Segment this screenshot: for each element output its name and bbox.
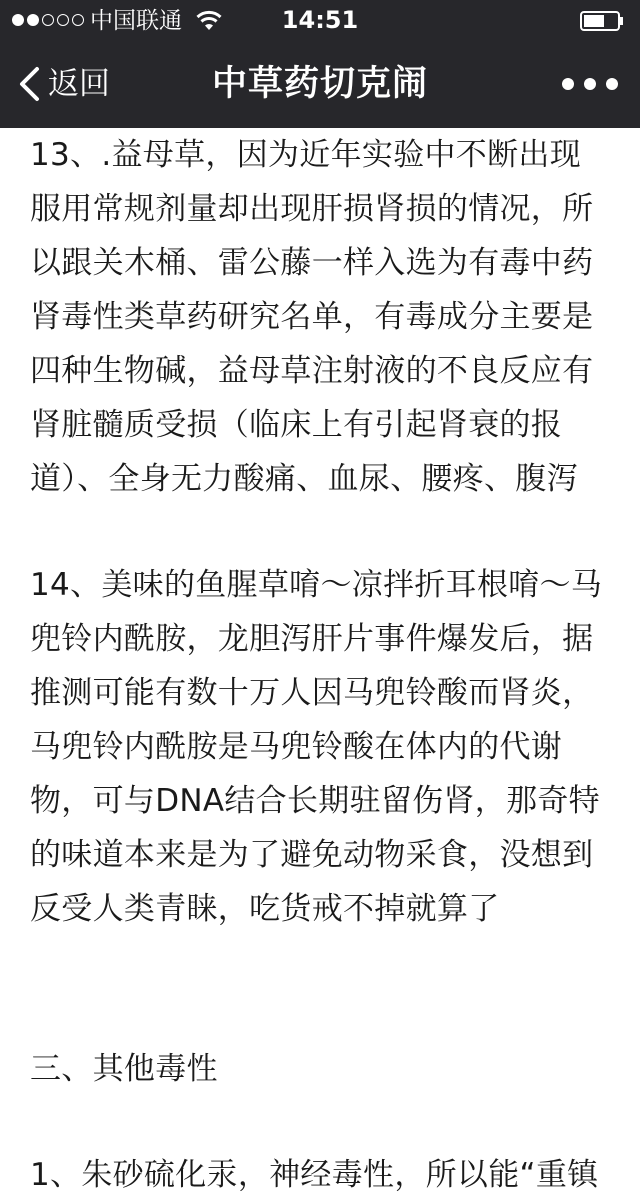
more-dots-icon — [562, 78, 574, 90]
article-body — [30, 128, 620, 1202]
text-line: 兜铃内酰胺，龙胆泻肝片事件爆发后，据 — [30, 621, 594, 657]
status-bar — [0, 0, 640, 40]
text-line: 肾毒性类草药研究名单，有毒成分主要是 — [30, 299, 594, 335]
section-heading: 三、其他毒性 — [30, 1051, 218, 1087]
text-line: 服用常规剂量却出现肝损肾损的情况，所 — [30, 191, 594, 227]
carrier-name: 中国联通 — [90, 8, 182, 34]
top-bar — [0, 0, 640, 128]
text-line: 肾脏髓质受损（临床上有引起肾衰的报 — [30, 407, 563, 443]
text-line: 马兜铃内酰胺是马兜铃酸在体内的代谢 — [30, 729, 563, 765]
paragraph-spacer — [30, 1096, 620, 1148]
text-line: 道）、全身无力酸痛、血尿、腰疼、腹泻 — [30, 461, 578, 497]
navigation-bar — [0, 40, 640, 128]
text-line: 以跟关木桶、雷公藤一样入选为有毒中药 — [30, 245, 594, 281]
text-line: 13、.益母草，因为近年实验中不断出现 — [30, 137, 581, 173]
battery-icon — [580, 11, 624, 31]
paragraph-spacer — [30, 506, 620, 558]
chevron-left-icon — [18, 66, 40, 102]
paragraph-spacer — [30, 936, 620, 1042]
paragraph-14 — [30, 558, 620, 936]
page-title: 中草药切克闹 — [211, 64, 428, 104]
text-line: 反受人类青睐，吃货戒不掉就算了 — [30, 891, 500, 927]
text-line: 14、美味的鱼腥草唷～凉拌折耳根唷～马 — [30, 567, 603, 603]
status-time: 14:51 — [281, 6, 359, 34]
more-button[interactable] — [562, 70, 618, 98]
back-label: 返回 — [48, 66, 110, 102]
list-item-partial: 1、朱砂硫化汞，神经毒性，所以能“重镇 — [30, 1157, 599, 1193]
text-line: 四种生物碱，益母草注射液的不良反应有 — [30, 353, 594, 389]
back-button[interactable] — [18, 62, 110, 106]
text-line: 的味道本来是为了避免动物采食，没想到 — [30, 837, 594, 873]
paragraph-13 — [30, 128, 620, 506]
text-line: 物，可与DNA结合长期驻留伤肾，那奇特 — [30, 783, 600, 819]
text-line: 推测可能有数十万人因马兜铃酸而肾炎， — [30, 675, 594, 711]
